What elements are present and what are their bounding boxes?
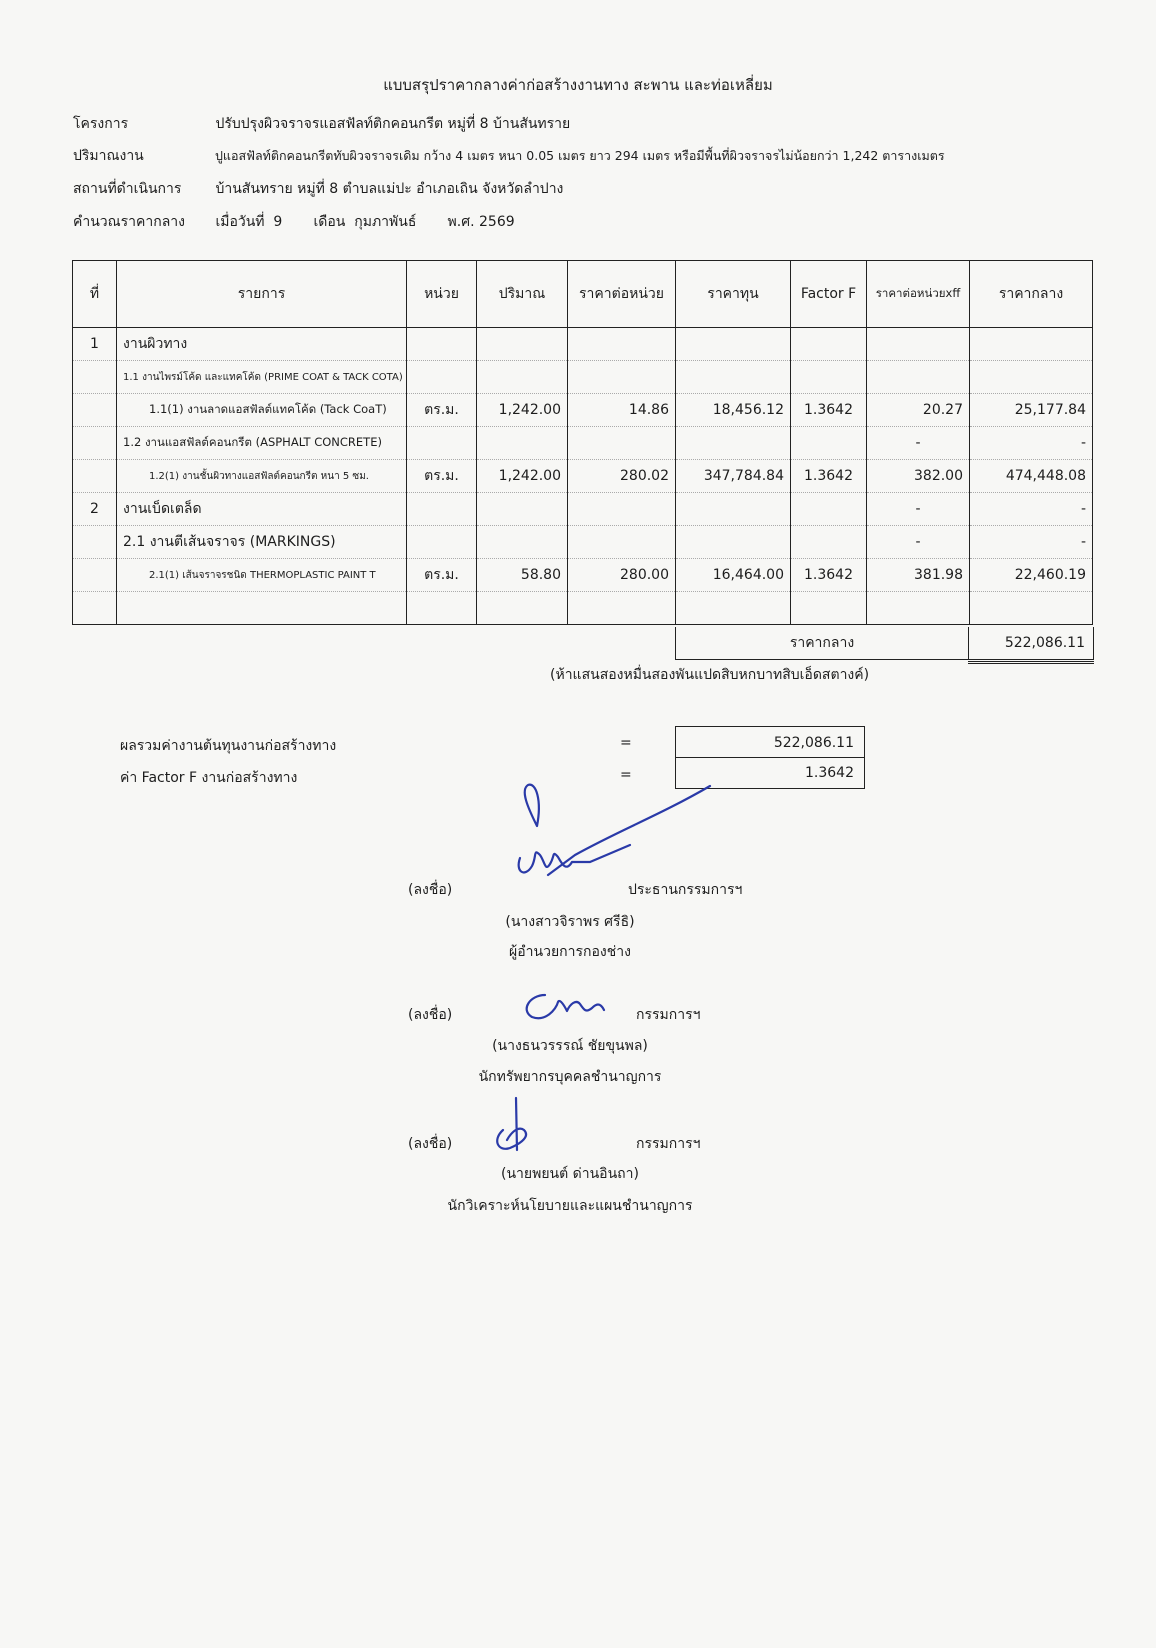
cell-unit-price: [568, 328, 676, 361]
table-row: [73, 592, 1093, 625]
cell-no: 2: [73, 493, 117, 526]
header-unit-price: ราคาต่อหน่วย: [568, 261, 676, 328]
cell-unit: [407, 328, 477, 361]
cell-unit: [407, 361, 477, 394]
cell-factor: 1.3642: [791, 559, 867, 592]
sign-role-2: กรรมการฯ: [636, 1007, 701, 1023]
cell-no: [73, 526, 117, 559]
cost-table: [72, 260, 1093, 625]
cell-cost: 16,464.00: [676, 559, 791, 592]
cell-cost: [676, 493, 791, 526]
total-row: [675, 627, 1094, 660]
cell-price-ff: -: [867, 493, 970, 526]
cell-cost: [676, 526, 791, 559]
calc-date-row: [73, 211, 515, 233]
cell-price-ff: [867, 328, 970, 361]
cell-price-ff: 381.98: [867, 559, 970, 592]
cell-price-ff: 382.00: [867, 460, 970, 493]
signature-1: [519, 845, 630, 872]
quantity-value: ปูแอสฟัลท์ติกคอนกรีตทับผิวจราจรเดิม กว้าง 4 เมตร หนา 0.05 เมตร ยาว 294 เมตร หรือมีพื้นที่ผิวจราจรไม่น้อยกว่า 1,242 ตารางเมตร: [214, 148, 945, 163]
calc-date-value: เมื่อวันที่ 9 เดือน กุมภาพันธ์ พ.ศ. 2569: [215, 214, 515, 230]
cell-unit-price: 280.02: [568, 460, 676, 493]
cell-median: 22,460.19: [970, 559, 1093, 592]
cell-price-ff: [867, 361, 970, 394]
cell-unit-price: [568, 526, 676, 559]
header-price-ff: ราคาต่อหน่วยxff: [867, 261, 970, 328]
cell-item: 1.2(1) งานชั้นผิวทางแอสฟัลต์คอนกรีต หนา 5 ซม.: [117, 460, 407, 493]
project-label: โครงการ: [73, 116, 129, 132]
summary-factor-equals: =: [620, 767, 632, 783]
cell-price-ff: -: [867, 526, 970, 559]
cell-item: 1.1 งานไพรม์โค้ด และแทคโค้ด (PRIME COAT & TACK COTA): [117, 361, 407, 394]
cell-unit-price: [568, 427, 676, 460]
location-row: [73, 178, 563, 200]
sign-position-2: นักทรัพยากรบุคคลชำนาญการ: [478, 1069, 662, 1085]
cell-unit-price: [568, 493, 676, 526]
cell-qty: 58.80: [477, 559, 568, 592]
table-row: [73, 526, 1093, 559]
header-median: ราคากลาง: [970, 261, 1093, 328]
location-label: สถานที่ดำเนินการ: [73, 181, 182, 197]
cell-no: [73, 361, 117, 394]
cell-cost: [676, 592, 791, 625]
signature-2: [527, 995, 604, 1018]
table-header-row: [73, 261, 1093, 328]
cell-item: งานเบ็ดเตล็ด: [117, 493, 407, 526]
cell-unit-price: [568, 361, 676, 394]
cell-no: [73, 592, 117, 625]
cell-cost: 18,456.12: [676, 394, 791, 427]
cell-factor: [791, 361, 867, 394]
table-row: [73, 394, 1093, 427]
header-unit: หน่วย: [407, 261, 477, 328]
summary-cost-label: ผลรวมค่างานต้นทุนงานก่อสร้างทาง: [120, 738, 337, 754]
cell-median: -: [970, 427, 1093, 460]
summary-factor-label: ค่า Factor F งานก่อสร้างทาง: [120, 770, 298, 786]
cell-unit-price: 14.86: [568, 394, 676, 427]
summary-cost-value: 522,086.11: [675, 726, 865, 758]
cell-median: [970, 361, 1093, 394]
header-no: ที่: [73, 261, 117, 328]
cell-no: [73, 394, 117, 427]
cell-factor: 1.3642: [791, 460, 867, 493]
cell-cost: [676, 427, 791, 460]
quantity-label: ปริมาณงาน: [73, 148, 144, 164]
sign-position-3: นักวิเคราะห์นโยบายและแผนชำนาญการ: [447, 1198, 693, 1214]
calc-date-label: คำนวณราคากลาง: [73, 214, 186, 230]
total-label: ราคากลาง: [676, 627, 969, 659]
cell-item: 2.1(1) เส้นจราจรชนิด THERMOPLASTIC PAINT T: [117, 559, 407, 592]
cell-cost: [676, 328, 791, 361]
cell-qty: 1,242.00: [477, 394, 568, 427]
cell-factor: [791, 592, 867, 625]
total-value: 522,086.11: [1004, 635, 1085, 651]
cell-no: [73, 460, 117, 493]
sign-name-1: (นางสาวจิราพร ศรีธิ): [505, 914, 635, 930]
cell-qty: [477, 361, 568, 394]
header-cost: ราคาทุน: [676, 261, 791, 328]
cell-qty: [477, 427, 568, 460]
summary-cost-equals: =: [620, 735, 632, 751]
location-value: บ้านสันทราย หมู่ที่ 8 ตำบลแม่ปะ อำเภอเถิน จังหวัดลำปาง: [215, 181, 564, 197]
cell-factor: [791, 427, 867, 460]
table-row: [73, 328, 1093, 361]
cell-qty: [477, 592, 568, 625]
cell-item: 1.1(1) งานลาดแอสฟัลต์แทคโค้ด (Tack CoaT): [117, 394, 407, 427]
cell-median: [970, 328, 1093, 361]
amount-in-words: (ห้าแสนสองหมื่นสองพันแปดสิบหกบาทสิบเอ็ดสตางค์): [550, 667, 870, 683]
header-item: รายการ: [117, 261, 407, 328]
cell-item: 1.2 งานแอสฟัลต์คอนกรีต (ASPHALT CONCRETE): [117, 427, 407, 460]
cell-item: งานผิวทาง: [117, 328, 407, 361]
cell-item: 2.1 งานตีเส้นจราจร (MARKINGS): [117, 526, 407, 559]
cell-median: 474,448.08: [970, 460, 1093, 493]
sign-name-2: (นางธนวรรรณ์ ชัยขุนพล): [492, 1038, 648, 1054]
project-row: [73, 113, 570, 135]
cell-cost: [676, 361, 791, 394]
sign-label-3: (ลงชื่อ): [408, 1136, 453, 1152]
sign-label-2: (ลงชื่อ): [408, 1007, 453, 1023]
quantity-row: [73, 145, 945, 167]
sign-role-1: ประธานกรรมการฯ: [628, 882, 743, 898]
header-qty: ปริมาณ: [477, 261, 568, 328]
cell-qty: 1,242.00: [477, 460, 568, 493]
header-factor: Factor F: [791, 261, 867, 328]
cell-qty: [477, 328, 568, 361]
cell-price-ff: [867, 592, 970, 625]
cell-median: -: [970, 526, 1093, 559]
cell-item: [117, 592, 407, 625]
cell-unit: ตร.ม.: [407, 394, 477, 427]
sign-name-3: (นายพยนต์ ด่านอินถา): [501, 1166, 639, 1182]
sign-label-1: (ลงชื่อ): [408, 882, 453, 898]
table-row: [73, 559, 1093, 592]
table-row: [73, 427, 1093, 460]
cell-no: [73, 427, 117, 460]
table-row: [73, 361, 1093, 394]
cell-cost: 347,784.84: [676, 460, 791, 493]
cell-unit: ตร.ม.: [407, 559, 477, 592]
cell-unit: [407, 493, 477, 526]
cell-unit-price: 280.00: [568, 559, 676, 592]
cell-price-ff: -: [867, 427, 970, 460]
cell-factor: [791, 328, 867, 361]
cell-median: 25,177.84: [970, 394, 1093, 427]
sign-position-1: ผู้อำนวยการกองช่าง: [509, 944, 631, 960]
cell-no: 1: [73, 328, 117, 361]
document-title: แบบสรุปราคากลางค่าก่อสร้างงานทาง สะพาน และท่อเหลี่ยม: [383, 76, 773, 94]
cell-unit-price: [568, 592, 676, 625]
cell-qty: [477, 493, 568, 526]
cell-factor: [791, 493, 867, 526]
table-row: [73, 460, 1093, 493]
sign-role-3: กรรมการฯ: [636, 1136, 701, 1152]
cell-factor: 1.3642: [791, 394, 867, 427]
cell-unit: ตร.ม.: [407, 460, 477, 493]
summary-factor-value: 1.3642: [675, 757, 865, 789]
table-row: [73, 493, 1093, 526]
cell-price-ff: 20.27: [867, 394, 970, 427]
cell-median: [970, 592, 1093, 625]
cell-unit: [407, 526, 477, 559]
project-value: ปรับปรุงผิวจราจรแอสฟัลท์ติกคอนกรีต หมู่ที่ 8 บ้านสันทราย: [215, 116, 571, 132]
cell-unit: [407, 592, 477, 625]
cell-no: [73, 559, 117, 592]
cell-qty: [477, 526, 568, 559]
total-double-underline: [968, 661, 1094, 664]
signature-1-mark: [525, 785, 539, 826]
cell-unit: [407, 427, 477, 460]
signature-3: [497, 1098, 526, 1150]
signature-1-stroke: [548, 786, 710, 875]
cell-median: -: [970, 493, 1093, 526]
cell-factor: [791, 526, 867, 559]
